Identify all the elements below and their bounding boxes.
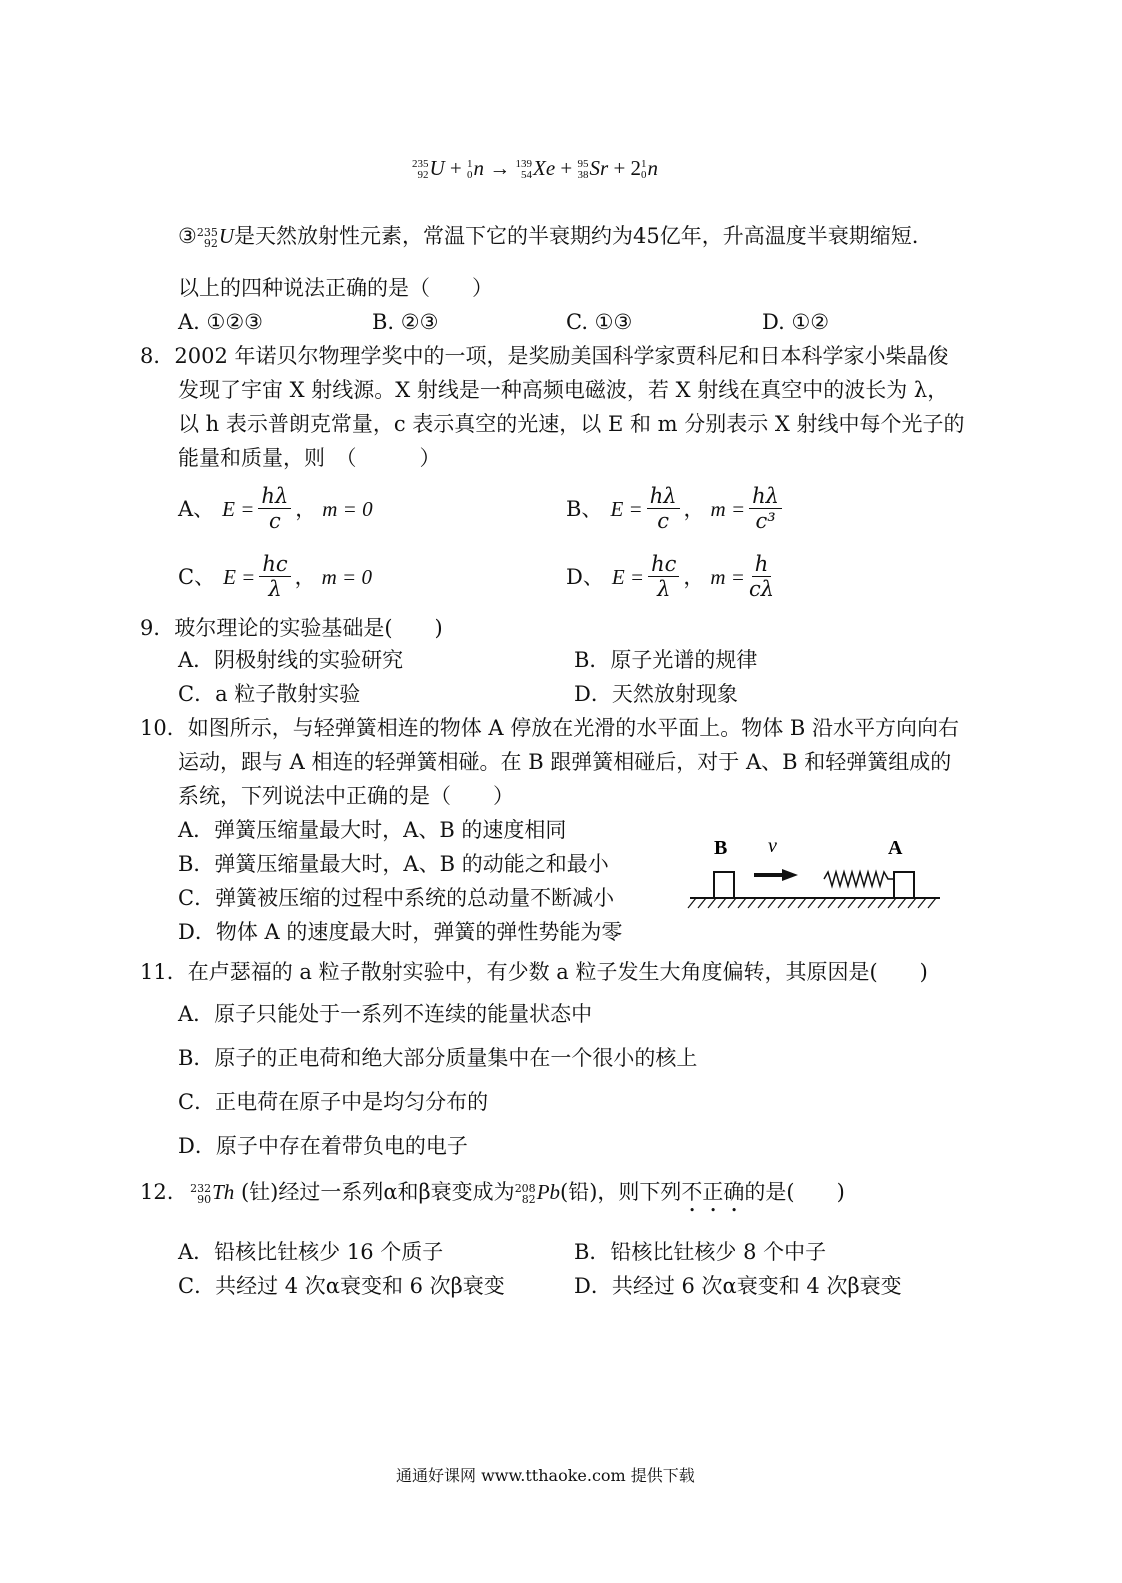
q11-prompt: 11．在卢瑟福的 a 粒子散射实验中，有少数 a 粒子发生大角度偏转，其原因是( ) — [140, 960, 928, 984]
spring — [824, 872, 894, 886]
q10-figure — [686, 832, 942, 916]
q7-option-c[interactable]: C. ①③ — [566, 310, 633, 334]
q9-prompt: 9．玻尔理论的实验基础是( ) — [140, 616, 443, 640]
q8-line-1: 8．2002 年诺贝尔物理学奖中的一项，是奖励美国科学家贾科尼和日本科学家小柴晶俊 — [140, 344, 949, 368]
fission-equation: 235 92 U + 1 0 n → 139 54 Xe + 95 38 Sr + 2 1 0 n — [412, 156, 659, 182]
q8-option-a[interactable]: A、 E = $\frac{h\lambda}{c}$ ， m = 0 — [178, 484, 373, 533]
block-a — [894, 872, 914, 898]
q8-line-3: 以 h 表示普朗克常量，c 表示真空的光速，以 E 和 m 分别表示 X 射线中每个光子的 — [178, 412, 965, 436]
q11-option-c[interactable]: C．正电荷在原子中是均匀分布的 — [178, 1090, 489, 1114]
q8-option-c[interactable]: C、 E = $\frac{hc}{\lambda}$ ， m = 0 — [178, 552, 372, 601]
statement-3: ③ 235 92 U是天然放射性元素，常温下它的半衰期约为45亿年，升高温度半衰期缩短. — [178, 224, 919, 250]
velocity-arrow — [754, 869, 798, 881]
q10-line-2: 运动，跟与 A 相连的轻弹簧相碰。在 B 跟弹簧相碰后，对于 A、B 和轻弹簧组成的 — [178, 750, 952, 774]
q8-option-b[interactable]: B、 E = $\frac{h\lambda}{c}$ ， m = $\frac{h\lambda}{\text{c³}}$ — [566, 484, 786, 533]
q10-option-a[interactable]: A．弹簧压缩量最大时，A、B 的速度相同 — [178, 818, 567, 842]
label-block-b: B — [714, 837, 728, 859]
q12-prompt: 12. 232 90 Th (钍)经过一系列α和β衰变成为 208 82 Pb(铅)，则下列不正确的是( ) — [140, 1180, 845, 1206]
ground-hatching — [688, 898, 936, 908]
q8-line-4: 能量和质量，则 （ ） — [178, 446, 441, 470]
q12-option-b[interactable]: B．铅核比钍核少 8 个中子 — [574, 1240, 827, 1264]
q9-option-c[interactable]: C．a 粒子散射实验 — [178, 682, 361, 706]
q10-option-b[interactable]: B．弹簧压缩量最大时，A、B 的动能之和最小 — [178, 852, 609, 876]
q12-option-d[interactable]: D．共经过 6 次α衰变和 4 次β衰变 — [574, 1274, 902, 1298]
q12-option-c[interactable]: C．共经过 4 次α衰变和 6 次β衰变 — [178, 1274, 505, 1298]
q12-option-a[interactable]: A．铅核比钍核少 16 个质子 — [178, 1240, 444, 1264]
q9-option-d[interactable]: D．天然放射现象 — [574, 682, 738, 706]
q7-option-b[interactable]: B. ②③ — [372, 310, 439, 334]
label-velocity: v — [768, 835, 777, 857]
q8-option-d[interactable]: D、 E = $\frac{hc}{\lambda}$ ， m = $\frac{h}{c\lambda}$ — [566, 552, 775, 601]
q11-option-b[interactable]: B．原子的正电荷和绝大部分质量集中在一个很小的核上 — [178, 1046, 698, 1070]
isotope-index: 235 92 — [412, 158, 429, 182]
q10-option-d[interactable]: D．物体 A 的速度最大时，弹簧的弹性势能为零 — [178, 920, 623, 944]
q11-option-a[interactable]: A．原子只能处于一系列不连续的能量状态中 — [178, 1002, 593, 1026]
q11-option-d[interactable]: D．原子中存在着带负电的电子 — [178, 1134, 468, 1158]
q10-line-1: 10．如图所示，与轻弹簧相连的物体 A 停放在光滑的水平面上。物体 B 沿水平方向向右 — [140, 716, 960, 740]
block-b — [714, 872, 734, 898]
q9-option-a[interactable]: A．阴极射线的实验研究 — [178, 648, 404, 672]
label-block-a: A — [888, 837, 903, 859]
emphasis-not-correct: 不正确 — [681, 1180, 745, 1204]
q7-option-a[interactable]: A. ①②③ — [178, 310, 263, 334]
q8-line-2: 发现了宇宙 X 射线源。X 射线是一种高频电磁波，若 X 射线在真空中的波长为 λ， — [178, 378, 949, 402]
q7-prompt: 以上的四种说法正确的是（ ） — [178, 276, 493, 300]
q10-line-3: 系统，下列说法中正确的是（ ） — [178, 784, 514, 808]
q10-option-c[interactable]: C．弹簧被压缩的过程中系统的总动量不断减小 — [178, 886, 615, 910]
page-footer: 通通好课网 www.tthaoke.com 提供下载 — [396, 1466, 695, 1485]
q9-option-b[interactable]: B．原子光谱的规律 — [574, 648, 758, 672]
q7-option-d[interactable]: D. ①② — [762, 310, 830, 334]
